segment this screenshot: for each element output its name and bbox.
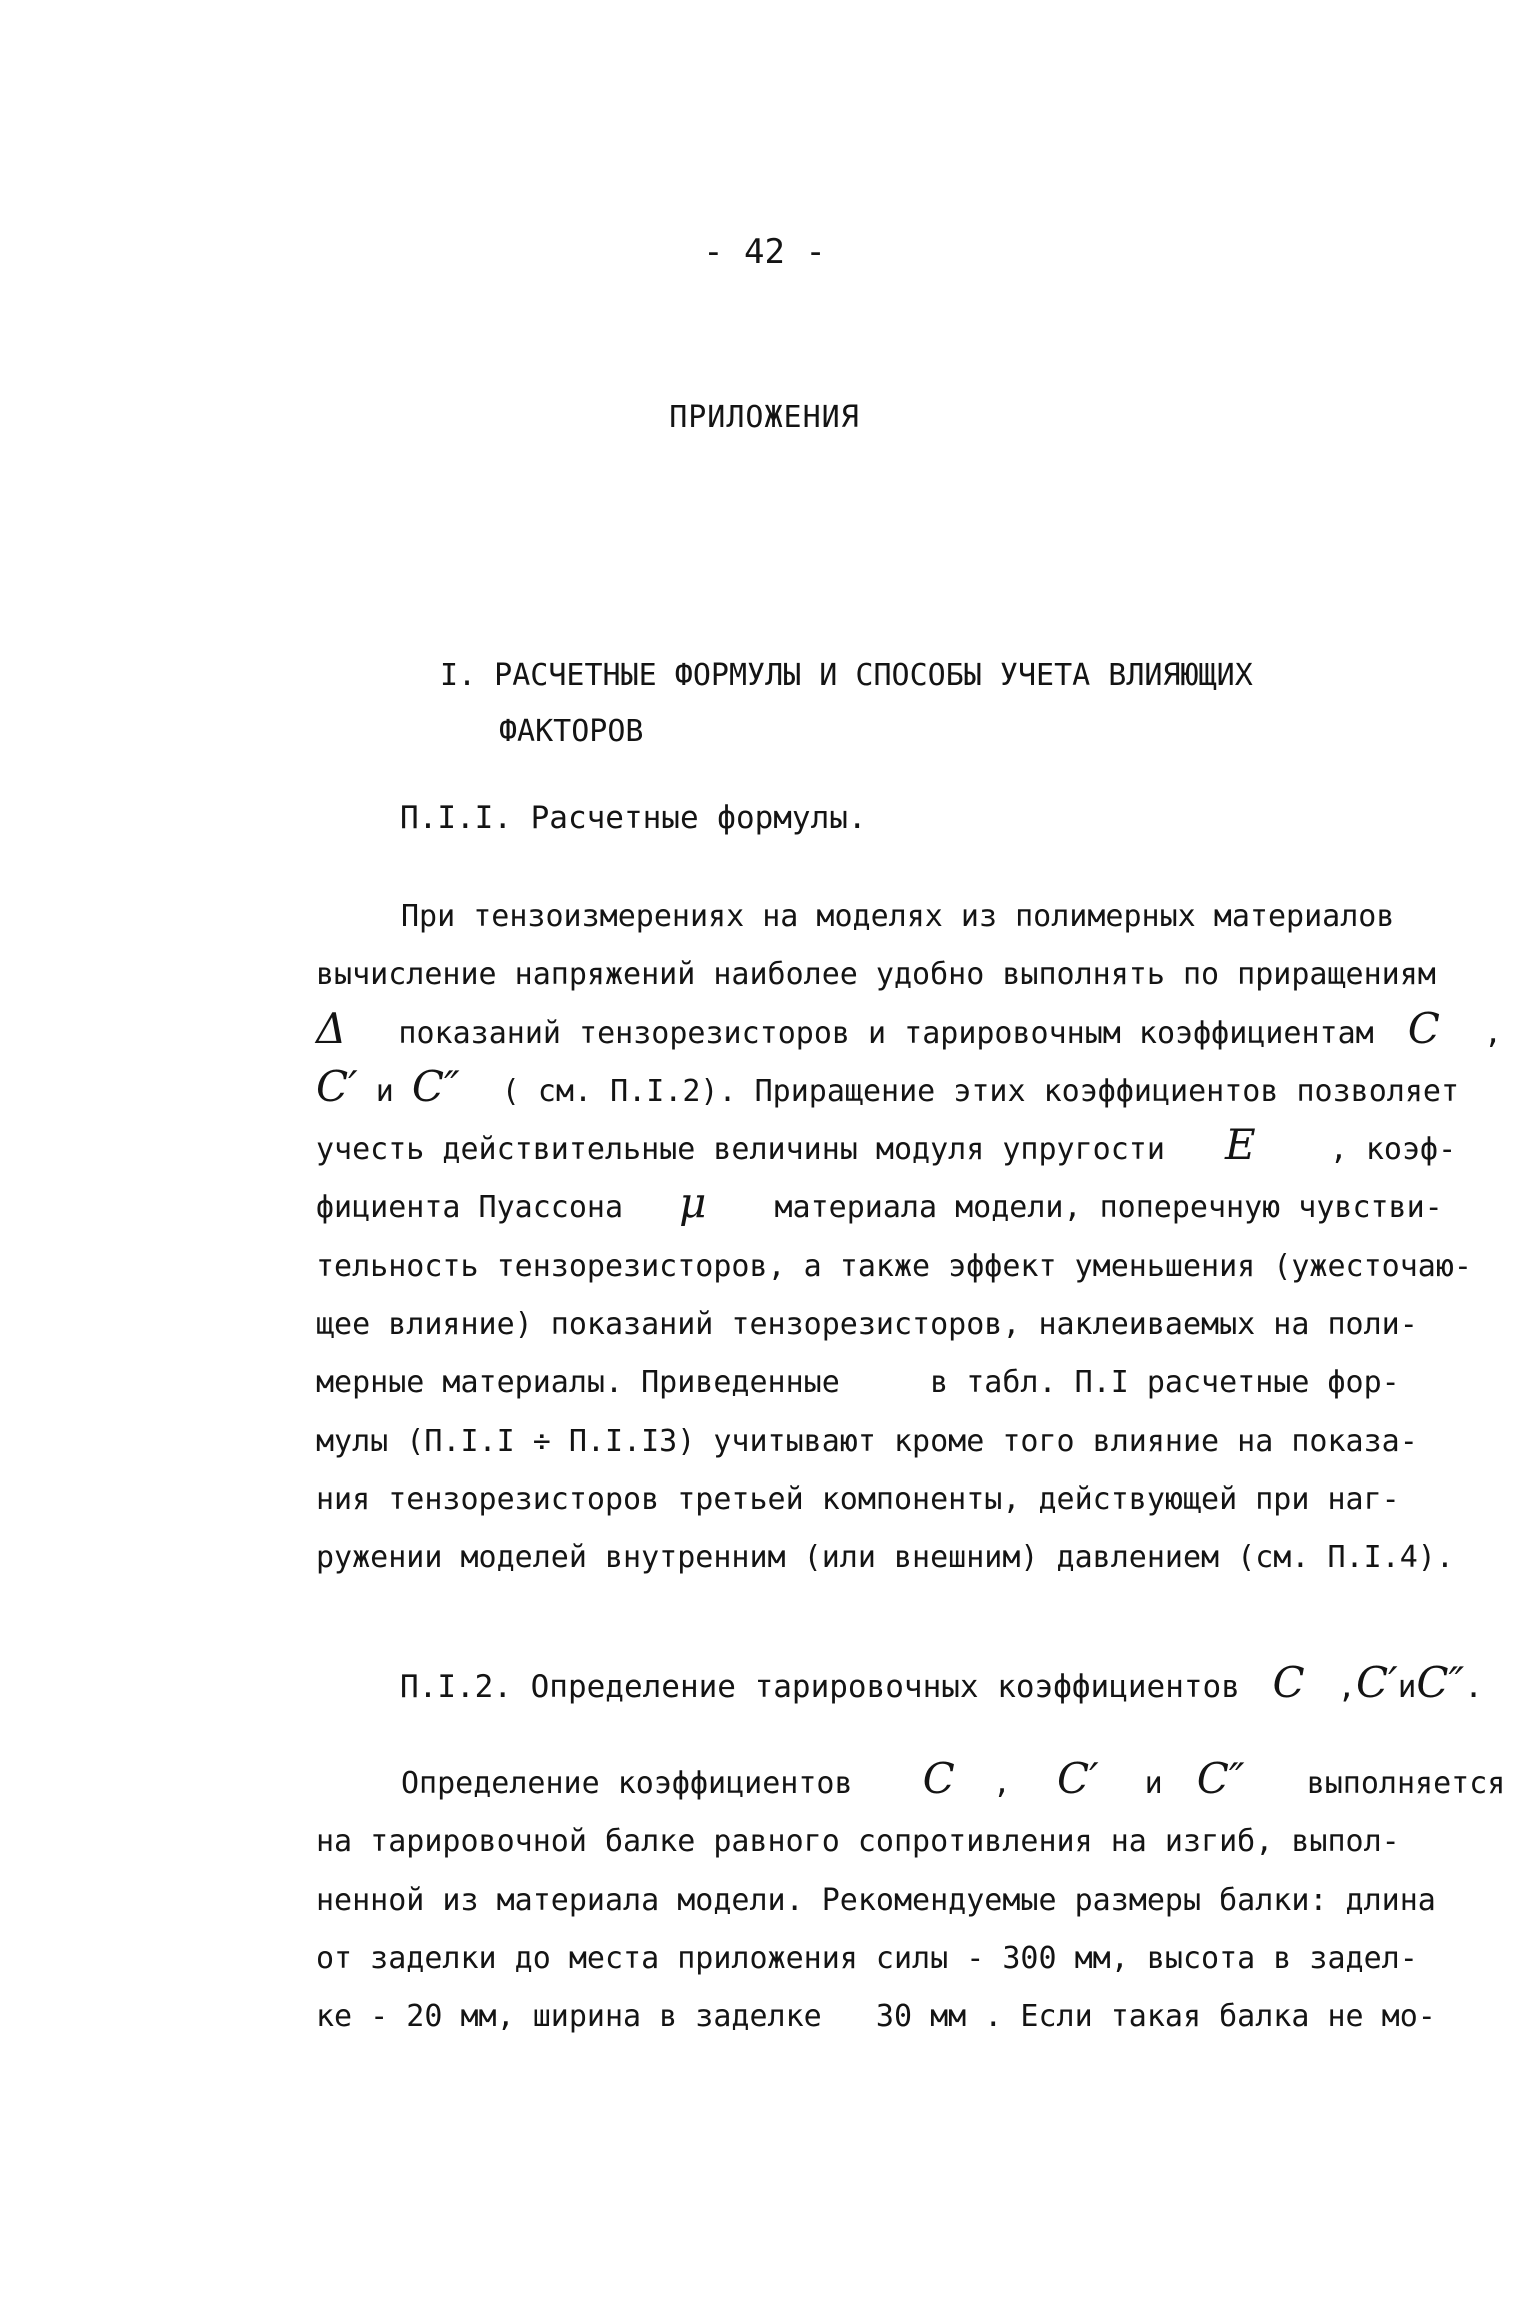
conjunction: и (1397, 1669, 1417, 1705)
line-text: фициента Пуассона (316, 1190, 624, 1226)
text-line: ружении моделей внутренним (или внешним) давлением (см. П.I.4). (316, 1540, 1454, 1576)
c-symbol: C (1272, 1658, 1305, 1707)
text-line: от заделки до места приложения силы - 300 мм, высота в задел- (316, 1940, 1418, 1976)
delta-symbol: Δ (316, 1003, 347, 1053)
c-double-prime-symbol: C″ (1196, 1754, 1245, 1803)
subsection-heading-2 (400, 1658, 1483, 1707)
line-text: материала модели, поперечную чувстви- (774, 1190, 1443, 1226)
text-line: щее влияние) показаний тензорезисторов, наклеиваемых на поли- (316, 1307, 1418, 1343)
text-line: ния тензорезисторов третьей компоненты, действующей при наг- (316, 1481, 1400, 1517)
comma: , (1484, 1015, 1503, 1051)
section-heading-line-1: I. РАСЧЕТНЫЕ ФОРМУЛЫ И СПОСОБЫ УЧЕТА ВЛИЯЮЩИХ (440, 658, 1253, 693)
text-line: ненной из материала модели. Рекомендуемые размеры балки: длина (316, 1882, 1436, 1918)
c-symbol: C (922, 1754, 955, 1803)
page-number: - 42 - (703, 232, 826, 272)
paragraph-calibration (316, 1754, 1506, 2046)
text-line: тельность тензорезисторов, а также эффект уменьшения (ужесточаю- (316, 1248, 1472, 1284)
period: . (1464, 1669, 1483, 1705)
paragraph-formulas (316, 888, 1503, 1588)
text-line: мерные материалы. Приведенные в табл. П.I расчетные фор- (316, 1365, 1400, 1401)
line-text: показаний тензорезисторов и тарировочным коэффициентам (398, 1015, 1374, 1051)
text-line (316, 1063, 1476, 1121)
c-prime-symbol: C′ (316, 1061, 358, 1111)
mu-symbol: μ (679, 1178, 707, 1228)
section-heading (440, 648, 1253, 760)
c-symbol: C (1407, 1003, 1440, 1053)
conjunction: и (375, 1073, 394, 1109)
line-text: ( см. П.I.2). Приращение этих коэффициентов позволяет (501, 1073, 1460, 1109)
c-double-prime-symbol: C″ (411, 1061, 460, 1111)
line-text: , коэф- (1329, 1132, 1457, 1168)
conjunction: и (1144, 1766, 1163, 1801)
text-line (316, 1754, 1506, 1813)
line-text: учесть действительные величины модуля упругости (316, 1132, 1165, 1168)
text-line (316, 1179, 1476, 1237)
comma: , (1337, 1669, 1357, 1705)
c-prime-symbol: C′ (1056, 1754, 1099, 1803)
text-line: вычисление напряжений наиболее удобно выполнять по приращениям (316, 957, 1436, 993)
subsection-heading-1: П.I.I. Расчетные формулы. (400, 800, 867, 836)
c-prime-symbol: C′ (1356, 1658, 1398, 1707)
text-line (316, 1003, 1503, 1063)
section-heading-line-2: ФАКТОРОВ (499, 714, 644, 749)
text-line: мулы (П.I.I ÷ П.I.I3) учитывают кроме того влияние на показа- (316, 1423, 1418, 1459)
c-double-prime-symbol: C″ (1416, 1658, 1465, 1707)
text-line: на тарировочной балке равного сопротивления на изгиб, выпол- (316, 1824, 1400, 1860)
text-line (316, 1121, 1476, 1179)
line-text: Определение коэффициентов (401, 1766, 853, 1801)
text-line: При тензоизмерениях на моделях из полимерных материалов (401, 899, 1395, 934)
appendix-title: ПРИЛОЖЕНИЯ (669, 400, 860, 435)
comma: , (992, 1766, 1011, 1801)
text-line: ке - 20 мм, ширина в заделке 30 мм . Если такая балка не мо- (316, 1999, 1436, 2035)
heading-text: П.I.2. Определение тарировочных коэффициентов (400, 1669, 1240, 1705)
line-text: выполняется (1306, 1766, 1506, 1801)
e-symbol: E (1224, 1120, 1256, 1170)
